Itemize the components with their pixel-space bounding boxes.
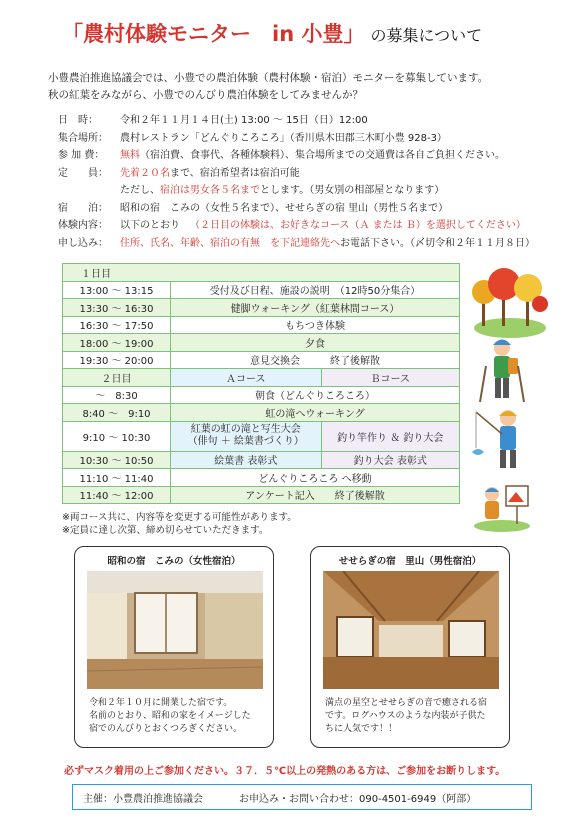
- detail-label: 定 員：: [58, 167, 108, 179]
- intro-line: 秋の紅葉をみながら、小豊でのんびり農泊体験をしてみませんか？: [48, 89, 363, 101]
- detail-value: 宿泊は男女各５名まで: [160, 185, 260, 196]
- footer-contact: お申込み・お問い合わせ：090-4501-6949（阿部）: [239, 793, 477, 805]
- detail-row: [58, 200, 578, 218]
- detail-label: [58, 182, 120, 200]
- detail-row: [58, 112, 578, 130]
- detail-value: まで、宿泊希望者は宿泊可能: [170, 167, 300, 179]
- schedule-event: アンケート記入 終了後解散: [171, 486, 460, 504]
- mask-warning: 必ずマスク着用の上ご参加ください。３７．５℃以上の発熱のある方は、ご参加をお断りします。: [64, 766, 506, 777]
- schedule-table: [62, 263, 460, 504]
- detail-label: 参 加 費：: [58, 150, 105, 161]
- detail-row: [58, 235, 578, 253]
- detail-label: 集合場所：: [58, 132, 108, 144]
- footer-organizer: 主催：小豊農泊推進協議会: [83, 793, 203, 805]
- schedule-event: もちつき体験: [171, 316, 460, 334]
- detail-label: 申し込み：: [58, 237, 108, 249]
- schedule-time: ～ 8:30: [63, 386, 171, 404]
- schedule-time: 13:30 ～ 16:30: [63, 299, 171, 317]
- detail-row: [58, 182, 578, 200]
- detail-value: 住所、氏名、年齢、宿泊の有無 を下記連絡先へ: [120, 237, 340, 249]
- schedule-time: 19:30 ～ 20:00: [63, 351, 171, 369]
- autumn-trees-illustration: [472, 262, 548, 340]
- detail-label: 宿 泊：: [58, 202, 108, 214]
- satoyama-title: せせらぎの宿 里山（男性宿泊）: [338, 556, 482, 567]
- detail-row: [58, 130, 578, 148]
- komino-caption: 令和２年１０月に開業した宿です。 名前のとおり、昭和の家をイメージした 宿でのんびりとおくつろぎください。: [89, 698, 251, 734]
- event-details: [58, 112, 578, 252]
- course-a-header: Ａコース: [171, 369, 322, 387]
- schedule-event: 健脚ウォーキング（紅葉林間コース）: [171, 299, 460, 317]
- detail-value: 無料: [120, 150, 140, 161]
- course-b-event: 釣り竿作り ＆ 釣り大会: [321, 421, 460, 451]
- detail-value: お電話下さい。（〆切令和２年１１月８日）: [340, 237, 535, 249]
- detail-value: とします。（男女別の相部屋となります）: [260, 185, 445, 196]
- satoyama-room-photo: [323, 571, 499, 689]
- schedule-event: 受付及び日程、施設の説明 （12時50分集合）: [171, 281, 460, 299]
- intro-line: 小豊農泊推進協議会では、小豊での農泊体験（農村体験・宿泊）モニターを募集しています。: [48, 72, 489, 84]
- course-b-header: Ｂコース: [321, 369, 460, 387]
- detail-value: 令和２年１１月１４日(土) 13:00 ～ 15日（日）12:00: [120, 115, 368, 126]
- page-title: [62, 18, 482, 48]
- course-a-event: 紅葉の虹の滝と写生大会 （俳句 ＋ 絵葉書づくり）: [171, 421, 322, 451]
- komino-inn-card: [74, 546, 274, 748]
- schedule-event: 虹の滝へウォーキング: [171, 404, 460, 422]
- schedule-event: 夕食: [171, 334, 460, 352]
- schedule-time: 10:30 ～ 10:50: [63, 451, 171, 469]
- schedule-time: 11:40 ～ 12:00: [63, 486, 171, 504]
- schedule-time: 18:00 ～ 19:00: [63, 334, 171, 352]
- painting-illustration: [472, 476, 532, 532]
- satoyama-caption: 満点の星空とせせらぎの音で癒される宿 です。ログハウスのような内装が子供た ちに人気です！！: [325, 698, 488, 734]
- schedule-time: 13:00 ～ 13:15: [63, 281, 171, 299]
- schedule-time: 9:10 ～ 10:30: [63, 421, 171, 451]
- detail-value: （宿泊費、食事代、各種体験料）、集合場所までの交通費は各自ご負担ください。: [140, 150, 505, 161]
- detail-value: 以下のとおり: [120, 220, 190, 231]
- schedule-event: 意見交換会 終了後解散: [171, 351, 460, 369]
- schedule-event: どんぐりころころ へ移動: [171, 469, 460, 487]
- detail-value: 農村レストラン「どんぐりころころ」（香川県木田郡三木町小豊 928-3）: [120, 132, 447, 144]
- detail-label: 日 時：: [58, 115, 98, 126]
- detail-value: （２日目の体験は、お好きなコース（Ａ または Ｂ）を選択してください）: [190, 220, 526, 231]
- schedule-time: 11:10 ～ 11:40: [63, 469, 171, 487]
- detail-value: ただし、: [120, 185, 160, 196]
- schedule-notes: [62, 511, 297, 537]
- title-main: 「農村体験モニター in 小豊」: [62, 22, 365, 46]
- note-line: ※両コース共に、内容等を変更する可能性があります。: [62, 512, 297, 523]
- schedule-time: 16:30 ～ 17:50: [63, 316, 171, 334]
- fishing-illustration: [472, 404, 532, 476]
- title-sub: の募集について: [370, 26, 483, 45]
- course-b-event: 釣り大会 表彰式: [321, 451, 460, 469]
- komino-title: 昭和の宿 こみの（女性宿泊）: [107, 556, 241, 567]
- hiker-illustration: [472, 336, 532, 406]
- course-a-event: 絵葉書 表彰式: [171, 451, 322, 469]
- detail-row: [58, 217, 578, 235]
- intro-text: [48, 70, 578, 104]
- detail-value: 昭和の宿 こみの（女性５名まで）、せせらぎの宿 里山（男性５名まで）: [120, 202, 449, 214]
- satoyama-inn-card: [310, 546, 510, 748]
- day2-header: ２日目: [63, 369, 171, 387]
- schedule-time: 8:40 ～ 9:10: [63, 404, 171, 422]
- detail-row: [58, 147, 578, 165]
- footer-box: [72, 784, 532, 810]
- note-line: ※定員に達し次第、締め切らせていただきます。: [62, 525, 269, 536]
- komino-room-photo: [87, 571, 263, 689]
- day1-header: １日目: [63, 264, 460, 282]
- detail-row: [58, 165, 578, 183]
- detail-value: 先着２０名: [120, 167, 170, 179]
- schedule-event: 朝食（どんぐりころころ）: [171, 386, 460, 404]
- detail-label: 体験内容：: [58, 220, 108, 231]
